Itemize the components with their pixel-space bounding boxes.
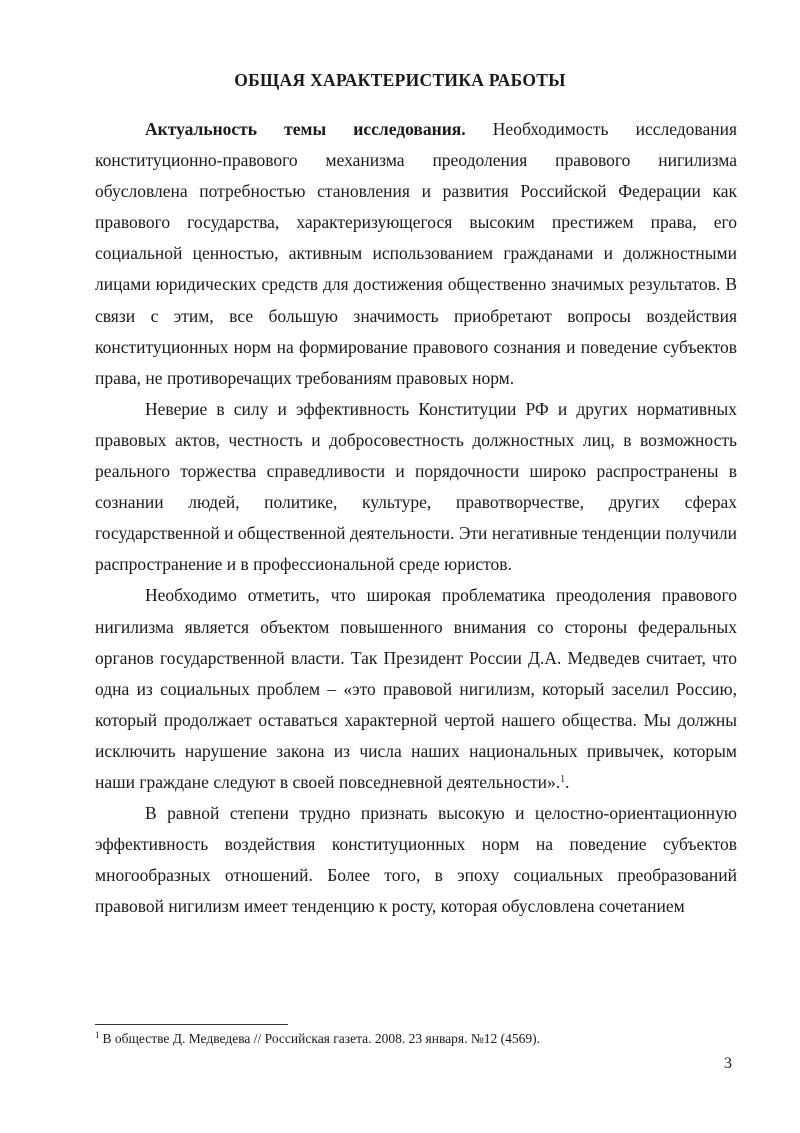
page-title: ОБЩАЯ ХАРАКТЕРИСТИКА РАБОТЫ: [234, 70, 566, 90]
paragraph-text: В равной степени трудно признать высокую и целостно-ориентационную эффективность воздействия конституционных норм на поведение субъектов многообразных отношений. Более того, в эпоху социальных преобразований правовой нигилизм имеет тенденцию к росту, которая обусловлена сочетанием: [95, 803, 737, 917]
footnote-marker: 1: [95, 1030, 100, 1040]
paragraph-relevance: [95, 114, 737, 394]
footnote-divider: [95, 1024, 288, 1025]
paragraph-effectiveness: [95, 798, 737, 922]
footnote-text: В обществе Д. Медведева // Российская газета. 2008. 23 января. №12 (4569).: [102, 1031, 541, 1046]
footnote-reference: 1: [560, 773, 566, 785]
footnote: [95, 1030, 737, 1048]
paragraph-text: Необходимость исследования конституционно-правового механизма преодоления правового нигилизма обусловлена потребностью становления и развития Российской Федерации как правового государства, характеризующегося высоким престижем права, его социальной ценностью, активным использованием гражданами и должностными лицами юридических средств для достижения общественно значимых результатов. В связи с этим, все большую значимость приобретают вопросы воздействия конституционных норм на формирование правового сознания и поведение субъектов права, не противоречащих требованиям правовых норм.: [95, 119, 737, 388]
paragraph-text: Неверие в силу и эффективность Конституции РФ и других нормативных правовых актов, честность и добросовестность должностных лиц, в возможность реального торжества справедливости и порядочности широко распространены в сознании людей, политике, культуре, правотворчестве, других сферах государственной и общественной деятельности. Эти негативные тенденции получили распространение и в профессиональной среде юристов.: [95, 398, 737, 575]
body-text: [95, 114, 737, 922]
paragraph-text: Необходимо отметить, что широкая проблематика преодоления правового нигилизма является объектом повышенного внимания со стороны федеральных органов государственной власти. Так Президент России Д.А. Медведев считает, что одна из социальных проблем – «это правовой нигилизм, который заселил Россию, который продолжает оставаться характерной чертой нашего общества. Мы должны исключить нарушение закона из числа наших национальных привычек, которым наши граждане следуют в своей повседневной деятельности».: [95, 585, 737, 792]
page-number: 3: [724, 1055, 732, 1072]
paragraph-president-quote: Необходимо отметить, что широкая проблематика преодоления правового нигилизма является объектом повышенного внимания со стороны федеральных органов государственной власти. Так Президент России Д.А. Медведев считает, что одна из социальных проблем – «это правовой нигилизм, который заселил Россию, который продолжает оставаться характерной чертой нашего общества. Мы должны исключить нарушение закона из числа наших национальных привычек, которым наши граждане следуют в своей повседневной деятельности».$^1$.: [95, 585, 737, 792]
paragraph-distrust: [95, 394, 737, 581]
paragraph-lead: Актуальность темы исследования.: [145, 119, 466, 139]
